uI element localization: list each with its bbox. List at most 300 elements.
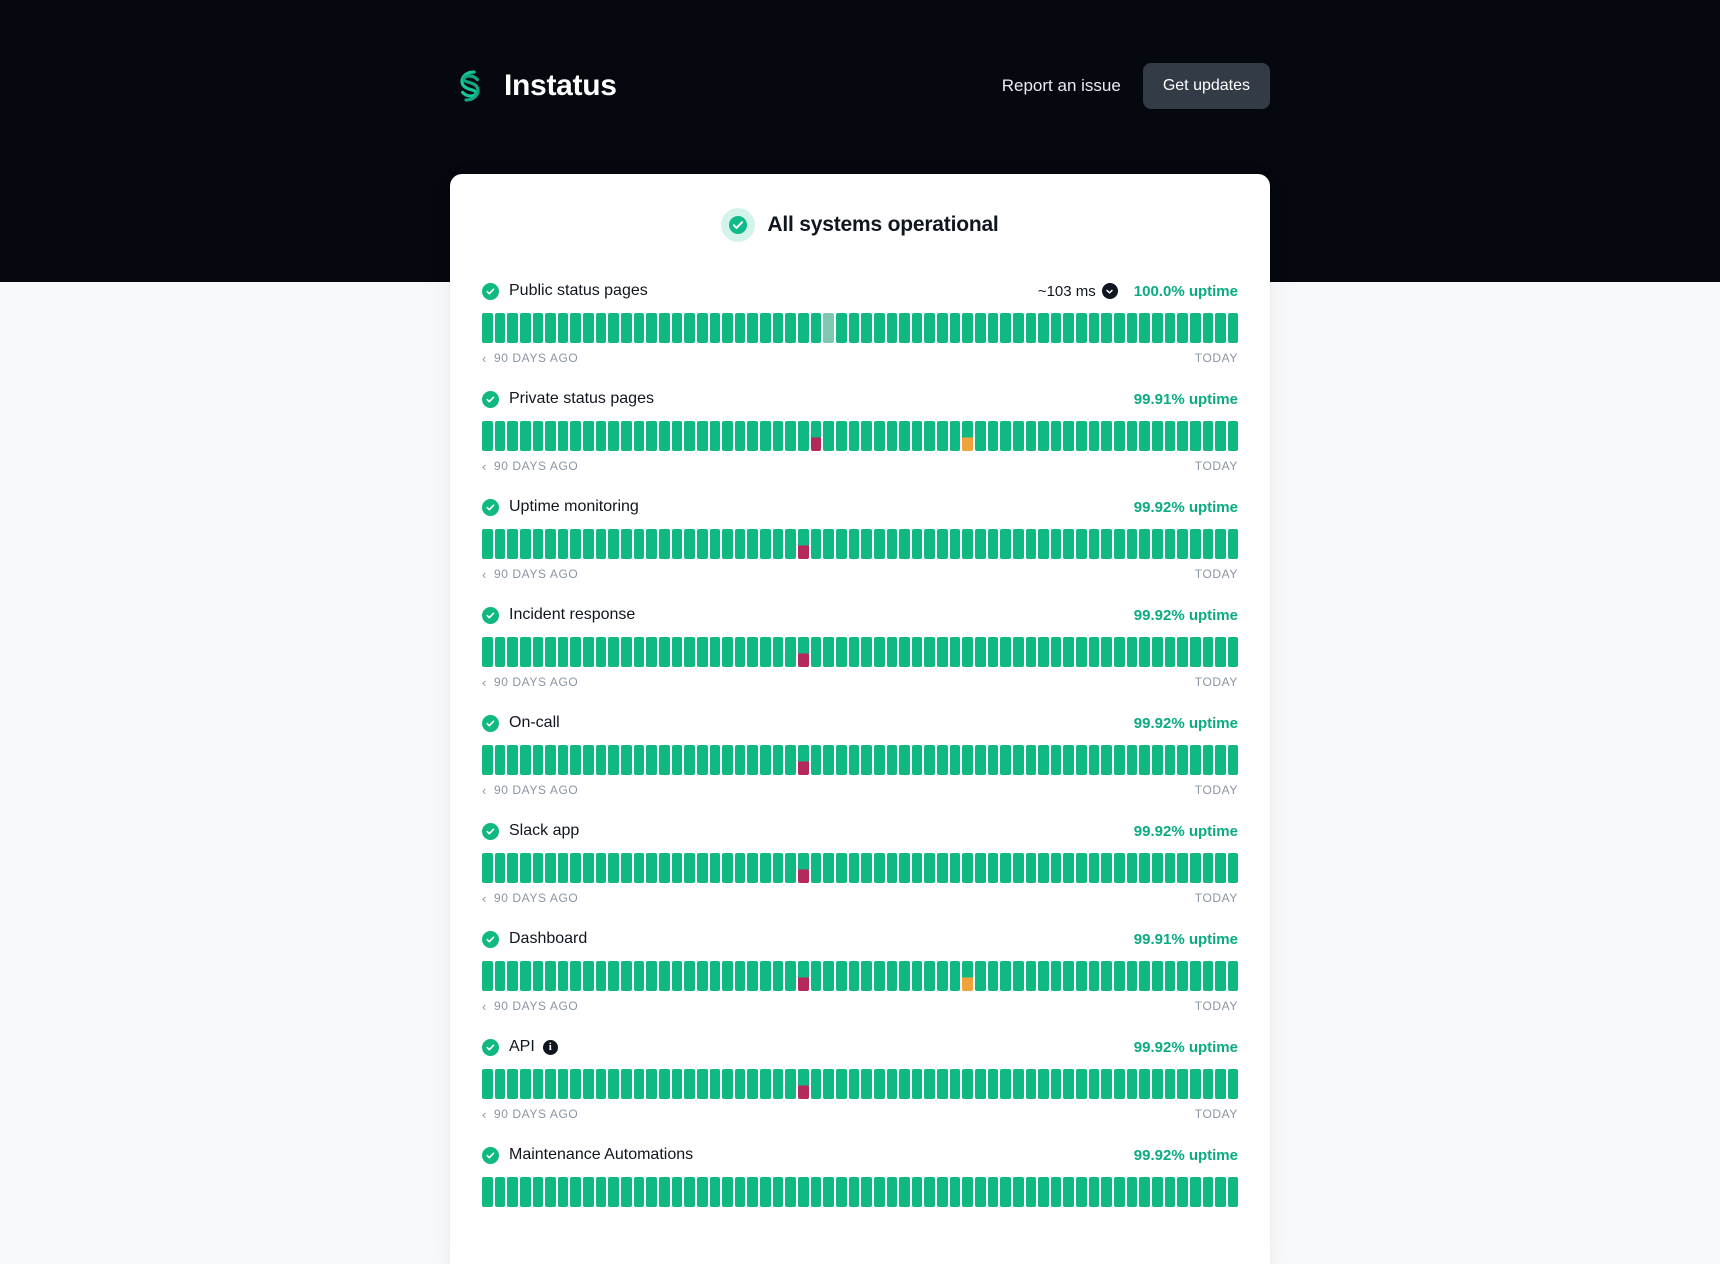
uptime-bar-day[interactable] (545, 421, 556, 451)
uptime-bar-day[interactable] (924, 529, 935, 559)
uptime-bar-day[interactable] (520, 637, 531, 667)
uptime-bar-day[interactable] (608, 961, 619, 991)
uptime-bar-day[interactable] (760, 1177, 771, 1207)
uptime-bar-day[interactable] (621, 637, 632, 667)
uptime-bar-day[interactable] (583, 853, 594, 883)
uptime-bar-day[interactable] (874, 1177, 885, 1207)
uptime-bar-day[interactable] (672, 313, 683, 343)
uptime-bar-day[interactable] (1215, 421, 1226, 451)
uptime-bar-day[interactable] (773, 1069, 784, 1099)
uptime-bar-day[interactable] (1152, 529, 1163, 559)
uptime-bar-day[interactable] (507, 421, 518, 451)
uptime-bar-day[interactable] (1177, 1069, 1188, 1099)
chevron-left-icon[interactable]: ‹ (482, 890, 487, 906)
uptime-bar-day[interactable] (760, 1069, 771, 1099)
uptime-bar-day[interactable] (1228, 745, 1239, 775)
uptime-bar-day[interactable] (1026, 1069, 1037, 1099)
uptime-bar-day[interactable] (874, 313, 885, 343)
uptime-bar-day[interactable] (962, 1177, 973, 1207)
uptime-bar-day[interactable] (861, 637, 872, 667)
uptime-bar-day[interactable] (811, 1069, 822, 1099)
uptime-bar-day[interactable] (659, 313, 670, 343)
uptime-bar-day[interactable] (570, 313, 581, 343)
uptime-bar-day[interactable] (1139, 313, 1150, 343)
uptime-bar-day[interactable] (912, 745, 923, 775)
uptime-bar-day[interactable] (887, 853, 898, 883)
uptime-bar-day[interactable] (836, 529, 847, 559)
uptime-bar-day[interactable] (1190, 745, 1201, 775)
uptime-bar-day[interactable] (773, 745, 784, 775)
uptime-bar-day[interactable] (1038, 1069, 1049, 1099)
uptime-bar-day[interactable] (1152, 313, 1163, 343)
uptime-bar-day[interactable] (1063, 313, 1074, 343)
uptime-bar-day[interactable] (583, 745, 594, 775)
uptime-bar-day[interactable] (861, 1069, 872, 1099)
uptime-bar-day[interactable] (849, 421, 860, 451)
uptime-bar-day[interactable] (1101, 853, 1112, 883)
uptime-bar-day[interactable] (1038, 529, 1049, 559)
uptime-bar-day[interactable] (1114, 745, 1125, 775)
brand[interactable] (450, 66, 617, 106)
uptime-bar-day[interactable] (558, 529, 569, 559)
uptime-bar-day[interactable] (533, 1177, 544, 1207)
chevron-left-icon[interactable]: ‹ (482, 674, 487, 690)
uptime-bar-day[interactable] (1190, 529, 1201, 559)
uptime-bar-day[interactable] (912, 421, 923, 451)
uptime-bar-day[interactable] (823, 529, 834, 559)
uptime-bar-day[interactable] (507, 313, 518, 343)
uptime-bar-day[interactable] (684, 313, 695, 343)
uptime-bar-day[interactable] (1063, 745, 1074, 775)
uptime-bar-day[interactable] (937, 313, 948, 343)
uptime-bar-day[interactable] (1026, 313, 1037, 343)
uptime-bar-day[interactable] (1152, 745, 1163, 775)
uptime-bar-day[interactable] (1228, 961, 1239, 991)
uptime-bar-day[interactable] (1228, 421, 1239, 451)
uptime-bar-day[interactable] (861, 961, 872, 991)
uptime-bar-day[interactable] (1013, 421, 1024, 451)
uptime-bar-day[interactable] (1190, 637, 1201, 667)
uptime-bar-day[interactable] (722, 961, 733, 991)
uptime-bar-day[interactable] (899, 421, 910, 451)
uptime-bar-day[interactable] (1101, 745, 1112, 775)
uptime-bar-day[interactable] (1139, 637, 1150, 667)
uptime-bar-day[interactable] (1114, 637, 1125, 667)
uptime-bar-day[interactable] (798, 637, 809, 667)
uptime-bar-day[interactable] (507, 637, 518, 667)
uptime-bar-day[interactable] (1089, 1177, 1100, 1207)
uptime-bar-day[interactable] (924, 1177, 935, 1207)
info-icon[interactable]: i (543, 1040, 558, 1055)
uptime-bar-day[interactable] (596, 961, 607, 991)
uptime-bar-day[interactable] (887, 313, 898, 343)
uptime-bar-day[interactable] (798, 529, 809, 559)
uptime-bar-day[interactable] (950, 961, 961, 991)
uptime-bar-day[interactable] (887, 961, 898, 991)
uptime-bar-day[interactable] (1228, 1069, 1239, 1099)
uptime-bar-day[interactable] (621, 529, 632, 559)
uptime-bar-day[interactable] (1101, 313, 1112, 343)
uptime-bar-day[interactable] (836, 745, 847, 775)
uptime-bar-day[interactable] (596, 421, 607, 451)
uptime-bar-day[interactable] (634, 529, 645, 559)
uptime-bar-day[interactable] (672, 1069, 683, 1099)
uptime-bar-day[interactable] (1000, 421, 1011, 451)
uptime-bar-day[interactable] (1228, 1177, 1239, 1207)
uptime-bar-day[interactable] (646, 853, 657, 883)
uptime-bar-day[interactable] (710, 961, 721, 991)
uptime-bar-day[interactable] (570, 1069, 581, 1099)
uptime-bar-day[interactable] (1152, 421, 1163, 451)
uptime-bar-day[interactable] (608, 1069, 619, 1099)
uptime-bar-day[interactable] (975, 637, 986, 667)
uptime-bar-day[interactable] (570, 421, 581, 451)
uptime-bar-day[interactable] (1190, 313, 1201, 343)
uptime-bar-day[interactable] (899, 1177, 910, 1207)
uptime-bar-day[interactable] (1089, 421, 1100, 451)
uptime-bar-day[interactable] (760, 853, 771, 883)
uptime-bar-day[interactable] (874, 1069, 885, 1099)
uptime-bar-day[interactable] (735, 421, 746, 451)
uptime-bar-day[interactable] (1063, 1177, 1074, 1207)
uptime-bar-day[interactable] (1101, 637, 1112, 667)
uptime-bar-day[interactable] (975, 529, 986, 559)
uptime-bar-day[interactable] (482, 853, 493, 883)
uptime-bar-day[interactable] (1076, 1069, 1087, 1099)
uptime-bar-day[interactable] (1051, 313, 1062, 343)
uptime-bar-day[interactable] (672, 1177, 683, 1207)
uptime-bar-day[interactable] (520, 745, 531, 775)
uptime-bar-day[interactable] (495, 1069, 506, 1099)
uptime-bar-day[interactable] (1127, 961, 1138, 991)
uptime-bar-day[interactable] (570, 1177, 581, 1207)
uptime-bar-day[interactable] (659, 1177, 670, 1207)
uptime-bar-day[interactable] (596, 853, 607, 883)
uptime-bar-day[interactable] (899, 313, 910, 343)
uptime-bar-day[interactable] (646, 637, 657, 667)
uptime-bar-day[interactable] (1101, 1177, 1112, 1207)
uptime-bar-day[interactable] (659, 637, 670, 667)
uptime-bar-day[interactable] (507, 853, 518, 883)
uptime-bar-day[interactable] (684, 745, 695, 775)
uptime-bar-day[interactable] (760, 961, 771, 991)
uptime-bar-day[interactable] (722, 421, 733, 451)
uptime-bar-day[interactable] (1000, 745, 1011, 775)
uptime-bar-day[interactable] (1127, 421, 1138, 451)
uptime-bar-day[interactable] (583, 1177, 594, 1207)
uptime-bar-day[interactable] (988, 853, 999, 883)
uptime-bar-day[interactable] (1165, 529, 1176, 559)
uptime-bar-day[interactable] (823, 1177, 834, 1207)
uptime-bar-day[interactable] (697, 1177, 708, 1207)
uptime-bar-day[interactable] (1089, 1069, 1100, 1099)
uptime-bar-day[interactable] (1190, 1069, 1201, 1099)
uptime-bar-day[interactable] (785, 961, 796, 991)
uptime-bar-day[interactable] (912, 1069, 923, 1099)
uptime-bar-day[interactable] (785, 853, 796, 883)
uptime-bar-day[interactable] (1165, 421, 1176, 451)
uptime-bar-day[interactable] (672, 745, 683, 775)
uptime-bar-day[interactable] (545, 529, 556, 559)
uptime-bar-day[interactable] (596, 529, 607, 559)
uptime-bar-day[interactable] (735, 853, 746, 883)
uptime-bar-day[interactable] (659, 529, 670, 559)
uptime-bar-day[interactable] (1165, 1177, 1176, 1207)
uptime-bar-day[interactable] (710, 853, 721, 883)
uptime-bar-day[interactable] (1177, 313, 1188, 343)
uptime-bar-day[interactable] (533, 853, 544, 883)
uptime-bar-day[interactable] (887, 529, 898, 559)
uptime-bar-day[interactable] (482, 1069, 493, 1099)
uptime-bar-day[interactable] (798, 1177, 809, 1207)
uptime-bar-day[interactable] (1051, 853, 1062, 883)
uptime-bar-day[interactable] (735, 529, 746, 559)
uptime-bar-day[interactable] (760, 637, 771, 667)
uptime-bar-day[interactable] (710, 745, 721, 775)
uptime-bar-day[interactable] (950, 1069, 961, 1099)
uptime-bar-day[interactable] (785, 529, 796, 559)
uptime-bar-day[interactable] (1051, 1177, 1062, 1207)
uptime-bar-day[interactable] (1013, 313, 1024, 343)
uptime-bar-day[interactable] (646, 745, 657, 775)
uptime-bar-day[interactable] (1026, 745, 1037, 775)
uptime-bar-day[interactable] (1000, 853, 1011, 883)
uptime-bar-day[interactable] (1051, 745, 1062, 775)
uptime-bar-day[interactable] (621, 961, 632, 991)
uptime-bar-day[interactable] (596, 637, 607, 667)
uptime-bar-day[interactable] (1152, 637, 1163, 667)
chevron-left-icon[interactable]: ‹ (482, 566, 487, 582)
uptime-bar-day[interactable] (1139, 1177, 1150, 1207)
uptime-bar-day[interactable] (1165, 313, 1176, 343)
uptime-bar-day[interactable] (533, 313, 544, 343)
uptime-bar-day[interactable] (1203, 853, 1214, 883)
uptime-bar-day[interactable] (849, 1177, 860, 1207)
uptime-bar-day[interactable] (1000, 1177, 1011, 1207)
uptime-bar-day[interactable] (1177, 961, 1188, 991)
uptime-bar-day[interactable] (798, 1069, 809, 1099)
uptime-bar-day[interactable] (558, 1177, 569, 1207)
uptime-bar-day[interactable] (646, 313, 657, 343)
uptime-bar-day[interactable] (975, 1069, 986, 1099)
uptime-bar-day[interactable] (646, 529, 657, 559)
uptime-bar-day[interactable] (861, 853, 872, 883)
uptime-bar-day[interactable] (1127, 853, 1138, 883)
uptime-bar-day[interactable] (596, 745, 607, 775)
uptime-bar-day[interactable] (849, 1069, 860, 1099)
uptime-bar-day[interactable] (1127, 529, 1138, 559)
uptime-bar-day[interactable] (1076, 1177, 1087, 1207)
uptime-bar-day[interactable] (495, 961, 506, 991)
uptime-bar-day[interactable] (533, 961, 544, 991)
uptime-bar-day[interactable] (1215, 529, 1226, 559)
uptime-bar-day[interactable] (1038, 637, 1049, 667)
uptime-bar-day[interactable] (962, 421, 973, 451)
uptime-bar-day[interactable] (975, 853, 986, 883)
uptime-bar-day[interactable] (558, 421, 569, 451)
uptime-bar-day[interactable] (672, 529, 683, 559)
uptime-bar-day[interactable] (887, 421, 898, 451)
uptime-bar-day[interactable] (988, 421, 999, 451)
uptime-bar-day[interactable] (697, 1069, 708, 1099)
uptime-bar-day[interactable] (861, 529, 872, 559)
uptime-bar-day[interactable] (722, 637, 733, 667)
uptime-bar-day[interactable] (482, 1177, 493, 1207)
uptime-bar-day[interactable] (558, 745, 569, 775)
uptime-bar-day[interactable] (1038, 853, 1049, 883)
uptime-bar-day[interactable] (937, 853, 948, 883)
uptime-bar-day[interactable] (1177, 745, 1188, 775)
uptime-bar-day[interactable] (1127, 1177, 1138, 1207)
uptime-bar-day[interactable] (1089, 313, 1100, 343)
uptime-bar-day[interactable] (596, 1069, 607, 1099)
uptime-bar-day[interactable] (495, 313, 506, 343)
report-issue-link[interactable]: Report an issue (1001, 76, 1121, 95)
uptime-bar-day[interactable] (634, 745, 645, 775)
uptime-bar-day[interactable] (1114, 961, 1125, 991)
uptime-bar-day[interactable] (646, 1177, 657, 1207)
uptime-bar-day[interactable] (1051, 529, 1062, 559)
uptime-bar-day[interactable] (1114, 1177, 1125, 1207)
uptime-bar-day[interactable] (887, 1177, 898, 1207)
uptime-bar-day[interactable] (785, 421, 796, 451)
uptime-bar-day[interactable] (1203, 421, 1214, 451)
uptime-bar-day[interactable] (520, 853, 531, 883)
uptime-bar-day[interactable] (950, 745, 961, 775)
uptime-bar-day[interactable] (811, 853, 822, 883)
uptime-bar-day[interactable] (608, 529, 619, 559)
uptime-bar-day[interactable] (1076, 853, 1087, 883)
uptime-bar-day[interactable] (570, 961, 581, 991)
uptime-bar-day[interactable] (1063, 961, 1074, 991)
uptime-bar-day[interactable] (988, 961, 999, 991)
uptime-bar-day[interactable] (1063, 1069, 1074, 1099)
uptime-bar-day[interactable] (899, 1069, 910, 1099)
uptime-bar-day[interactable] (924, 637, 935, 667)
uptime-bar-day[interactable] (1038, 745, 1049, 775)
uptime-bar-day[interactable] (710, 421, 721, 451)
uptime-bar-day[interactable] (823, 745, 834, 775)
uptime-bar-day[interactable] (747, 637, 758, 667)
uptime-bar-day[interactable] (646, 1069, 657, 1099)
uptime-bar-day[interactable] (495, 529, 506, 559)
uptime-bar-day[interactable] (1101, 421, 1112, 451)
uptime-bar-day[interactable] (1026, 1177, 1037, 1207)
uptime-bar-day[interactable] (912, 637, 923, 667)
uptime-bar-day[interactable] (785, 1069, 796, 1099)
uptime-bar-day[interactable] (1228, 637, 1239, 667)
uptime-bar-day[interactable] (798, 961, 809, 991)
uptime-bar-day[interactable] (583, 637, 594, 667)
uptime-bar-day[interactable] (1152, 961, 1163, 991)
uptime-bar-day[interactable] (823, 421, 834, 451)
uptime-bar-day[interactable] (747, 745, 758, 775)
uptime-bar-day[interactable] (545, 745, 556, 775)
uptime-bar-day[interactable] (608, 421, 619, 451)
uptime-bar-day[interactable] (811, 745, 822, 775)
uptime-bar-day[interactable] (811, 421, 822, 451)
uptime-bar-day[interactable] (545, 637, 556, 667)
uptime-bar-day[interactable] (1063, 637, 1074, 667)
uptime-bar-day[interactable] (545, 1069, 556, 1099)
uptime-bar-day[interactable] (672, 637, 683, 667)
uptime-bar-day[interactable] (558, 961, 569, 991)
uptime-bar-day[interactable] (975, 961, 986, 991)
uptime-bar-day[interactable] (836, 637, 847, 667)
uptime-bar-day[interactable] (482, 313, 493, 343)
uptime-bar-day[interactable] (924, 961, 935, 991)
uptime-bar-day[interactable] (1051, 961, 1062, 991)
uptime-bar-day[interactable] (672, 961, 683, 991)
uptime-bar-day[interactable] (710, 1177, 721, 1207)
uptime-bar-day[interactable] (899, 637, 910, 667)
uptime-bar-day[interactable] (773, 1177, 784, 1207)
uptime-bar-day[interactable] (722, 745, 733, 775)
uptime-bar-day[interactable] (1215, 745, 1226, 775)
uptime-bar-day[interactable] (507, 529, 518, 559)
uptime-bar-day[interactable] (520, 529, 531, 559)
uptime-bar-day[interactable] (608, 853, 619, 883)
uptime-bar-day[interactable] (747, 421, 758, 451)
uptime-bar-day[interactable] (1215, 637, 1226, 667)
uptime-bar-day[interactable] (1177, 637, 1188, 667)
uptime-bar-day[interactable] (1165, 961, 1176, 991)
chevron-left-icon[interactable]: ‹ (482, 998, 487, 1014)
uptime-bar-day[interactable] (874, 961, 885, 991)
uptime-bar-day[interactable] (1215, 1069, 1226, 1099)
uptime-bar-day[interactable] (1190, 853, 1201, 883)
uptime-bar-day[interactable] (570, 529, 581, 559)
uptime-bar-day[interactable] (1215, 961, 1226, 991)
uptime-bar-day[interactable] (1139, 529, 1150, 559)
uptime-bar-day[interactable] (1051, 1069, 1062, 1099)
uptime-bar-day[interactable] (684, 529, 695, 559)
uptime-bar-day[interactable] (495, 745, 506, 775)
uptime-bar-day[interactable] (1177, 529, 1188, 559)
uptime-bar-day[interactable] (583, 421, 594, 451)
uptime-bar-day[interactable] (1000, 529, 1011, 559)
uptime-bar-day[interactable] (507, 961, 518, 991)
uptime-bar-day[interactable] (950, 529, 961, 559)
uptime-bar-day[interactable] (520, 961, 531, 991)
uptime-bar-day[interactable] (520, 1069, 531, 1099)
uptime-bar-day[interactable] (634, 1069, 645, 1099)
uptime-bar-day[interactable] (520, 421, 531, 451)
uptime-bar-day[interactable] (1190, 961, 1201, 991)
uptime-bar-day[interactable] (861, 745, 872, 775)
uptime-bar-day[interactable] (1000, 313, 1011, 343)
uptime-bar-day[interactable] (495, 421, 506, 451)
uptime-bar-day[interactable] (697, 313, 708, 343)
uptime-bar-day[interactable] (1076, 961, 1087, 991)
uptime-bar-day[interactable] (735, 961, 746, 991)
uptime-bar-day[interactable] (1076, 421, 1087, 451)
uptime-bar-day[interactable] (735, 745, 746, 775)
uptime-bar-day[interactable] (1063, 421, 1074, 451)
uptime-bar-day[interactable] (533, 1069, 544, 1099)
uptime-bar-day[interactable] (849, 529, 860, 559)
uptime-bar-day[interactable] (811, 313, 822, 343)
uptime-bar-day[interactable] (684, 961, 695, 991)
uptime-bar-day[interactable] (785, 1177, 796, 1207)
uptime-bar-day[interactable] (1127, 1069, 1138, 1099)
uptime-bar-day[interactable] (836, 1069, 847, 1099)
uptime-bar-day[interactable] (1139, 421, 1150, 451)
uptime-bar-day[interactable] (659, 745, 670, 775)
uptime-bar-day[interactable] (849, 313, 860, 343)
uptime-bar-day[interactable] (849, 853, 860, 883)
uptime-bar-day[interactable] (1203, 745, 1214, 775)
